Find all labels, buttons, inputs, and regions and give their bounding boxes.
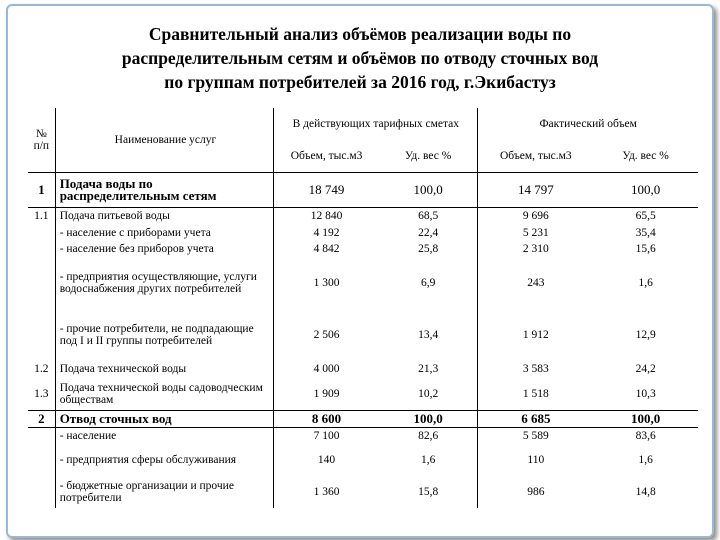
row-num: 1 — [28, 173, 55, 208]
row-num — [28, 309, 55, 361]
title-line-3: по группам потребителей за 2016 год, г.Экибастуз — [164, 72, 556, 92]
header-num: № п/п — [28, 108, 55, 173]
row-num: 1.2 — [34, 363, 49, 376]
row-share1: 100,0 — [379, 411, 478, 428]
row-name: Подача технической воды садоводческим обществам — [55, 378, 274, 411]
row-num — [28, 444, 55, 476]
row-share2: 15,6 — [635, 242, 656, 255]
row-vol2: 6 685 — [478, 411, 593, 428]
row-share1: 1,6 — [379, 444, 478, 476]
table-row — [28, 173, 698, 208]
row-name: - прочие потребители, не подпадающие под I и II группы потребителей — [55, 309, 274, 361]
row-share2: 1,6 — [638, 453, 653, 466]
header-share1: Уд. вес % — [379, 140, 478, 173]
row-vol1: 1 300 — [313, 276, 340, 289]
table-row — [28, 309, 698, 361]
row-share2: 14,8 — [635, 485, 656, 498]
row-name: - население — [55, 428, 274, 445]
row-share1: 15,8 — [379, 476, 478, 508]
row-vol1: 2 506 — [313, 328, 340, 341]
row-vol2: 986 — [527, 485, 545, 498]
row-name: - население с приборами учета — [55, 225, 274, 241]
table-row — [28, 241, 698, 257]
row-share1: 13,4 — [379, 309, 478, 361]
row-vol2: 110 — [527, 453, 545, 466]
row-name: - предприятия осуществляющие, услуги водоснабжения других потребителей — [55, 257, 274, 309]
row-vol1: 140 — [317, 453, 336, 466]
header-share2: Уд. вес % — [593, 140, 698, 173]
row-share2: 100,0 — [593, 411, 698, 428]
row-share1: 6,9 — [379, 257, 478, 309]
header-vol2: Объем, тыс.м3 — [478, 140, 593, 173]
row-vol2: 14 797 — [478, 173, 593, 208]
row-num — [28, 257, 55, 309]
row-vol2: 9 696 — [522, 210, 549, 223]
row-name: Подача технической воды — [55, 361, 274, 378]
row-vol1: 8 600 — [274, 411, 379, 428]
row-name: Подача воды по распределительным сетям — [55, 173, 274, 208]
row-share1: 25,8 — [379, 241, 478, 257]
row-name: Подача питьевой воды — [55, 208, 274, 226]
row-share2: 12,9 — [635, 328, 656, 341]
row-num: 1.3 — [28, 378, 55, 411]
row-share1: 21,3 — [379, 361, 478, 378]
row-num: 1.1 — [34, 210, 49, 223]
row-vol2: 1 518 — [478, 378, 593, 411]
row-vol2: 2 310 — [522, 242, 549, 255]
row-vol1: 18 749 — [274, 173, 379, 208]
row-share1: 10,2 — [379, 378, 478, 411]
table-row — [28, 225, 698, 241]
row-vol1: 4 842 — [313, 242, 340, 255]
title-line-1: Сравнительный анализ объёмов реализации воды по — [148, 24, 572, 44]
row-num — [28, 241, 55, 257]
table-row — [28, 257, 698, 309]
header-vol1: Объем, тыс.м3 — [274, 140, 379, 173]
table-row — [28, 428, 698, 445]
row-share2: 10,3 — [593, 378, 698, 411]
row-share1: 22,4 — [379, 225, 478, 241]
row-vol1: 7 100 — [313, 429, 340, 442]
row-num — [28, 225, 55, 241]
header-name: Наименование услуг — [55, 108, 274, 173]
comparison-table — [28, 108, 698, 508]
table-row — [28, 208, 698, 226]
row-num — [28, 428, 55, 445]
row-name: Отвод сточных вод — [55, 411, 274, 428]
table-row — [28, 476, 698, 508]
row-name: - предприятия сферы обслуживания — [55, 444, 274, 476]
row-vol2: 5 231 — [522, 226, 549, 239]
row-share2: 24,2 — [635, 363, 656, 376]
row-vol1: 4 192 — [313, 226, 340, 239]
title-line-2: распределительным сетям и объёмов по отводу сточных вод — [121, 48, 599, 68]
header-row-1 — [28, 108, 698, 140]
row-name: - население без приборов учета — [55, 241, 274, 257]
row-share2: 100,0 — [593, 173, 698, 208]
header-group-tariff: В действующих тарифных сметах — [274, 108, 478, 140]
table-row — [28, 411, 698, 428]
row-vol2: 5 589 — [522, 429, 549, 442]
row-vol1: 12 840 — [310, 210, 343, 223]
row-vol2: 3 583 — [522, 363, 549, 376]
row-vol1: 4 000 — [313, 363, 340, 376]
row-vol2: 243 — [527, 276, 545, 289]
row-vol2: 1 912 — [522, 328, 549, 341]
row-share1: 68,5 — [379, 208, 478, 226]
header-group-actual: Фактический объем — [539, 117, 637, 130]
row-name: - бюджетные организации и прочие потребители — [55, 476, 274, 508]
row-vol1: 1 909 — [274, 378, 379, 411]
row-share2: 35,4 — [635, 226, 656, 239]
row-share2: 1,6 — [638, 276, 653, 289]
row-share2: 83,6 — [635, 429, 656, 442]
row-vol1: 1 360 — [313, 485, 340, 498]
page-title — [40, 22, 680, 94]
row-num — [28, 476, 55, 508]
row-share1: 100,0 — [379, 173, 478, 208]
row-share2: 65,5 — [635, 210, 656, 223]
table-row — [28, 361, 698, 378]
row-num: 2 — [28, 411, 55, 428]
row-share1: 82,6 — [379, 428, 478, 445]
table-row — [28, 444, 698, 476]
table-row — [28, 378, 698, 411]
